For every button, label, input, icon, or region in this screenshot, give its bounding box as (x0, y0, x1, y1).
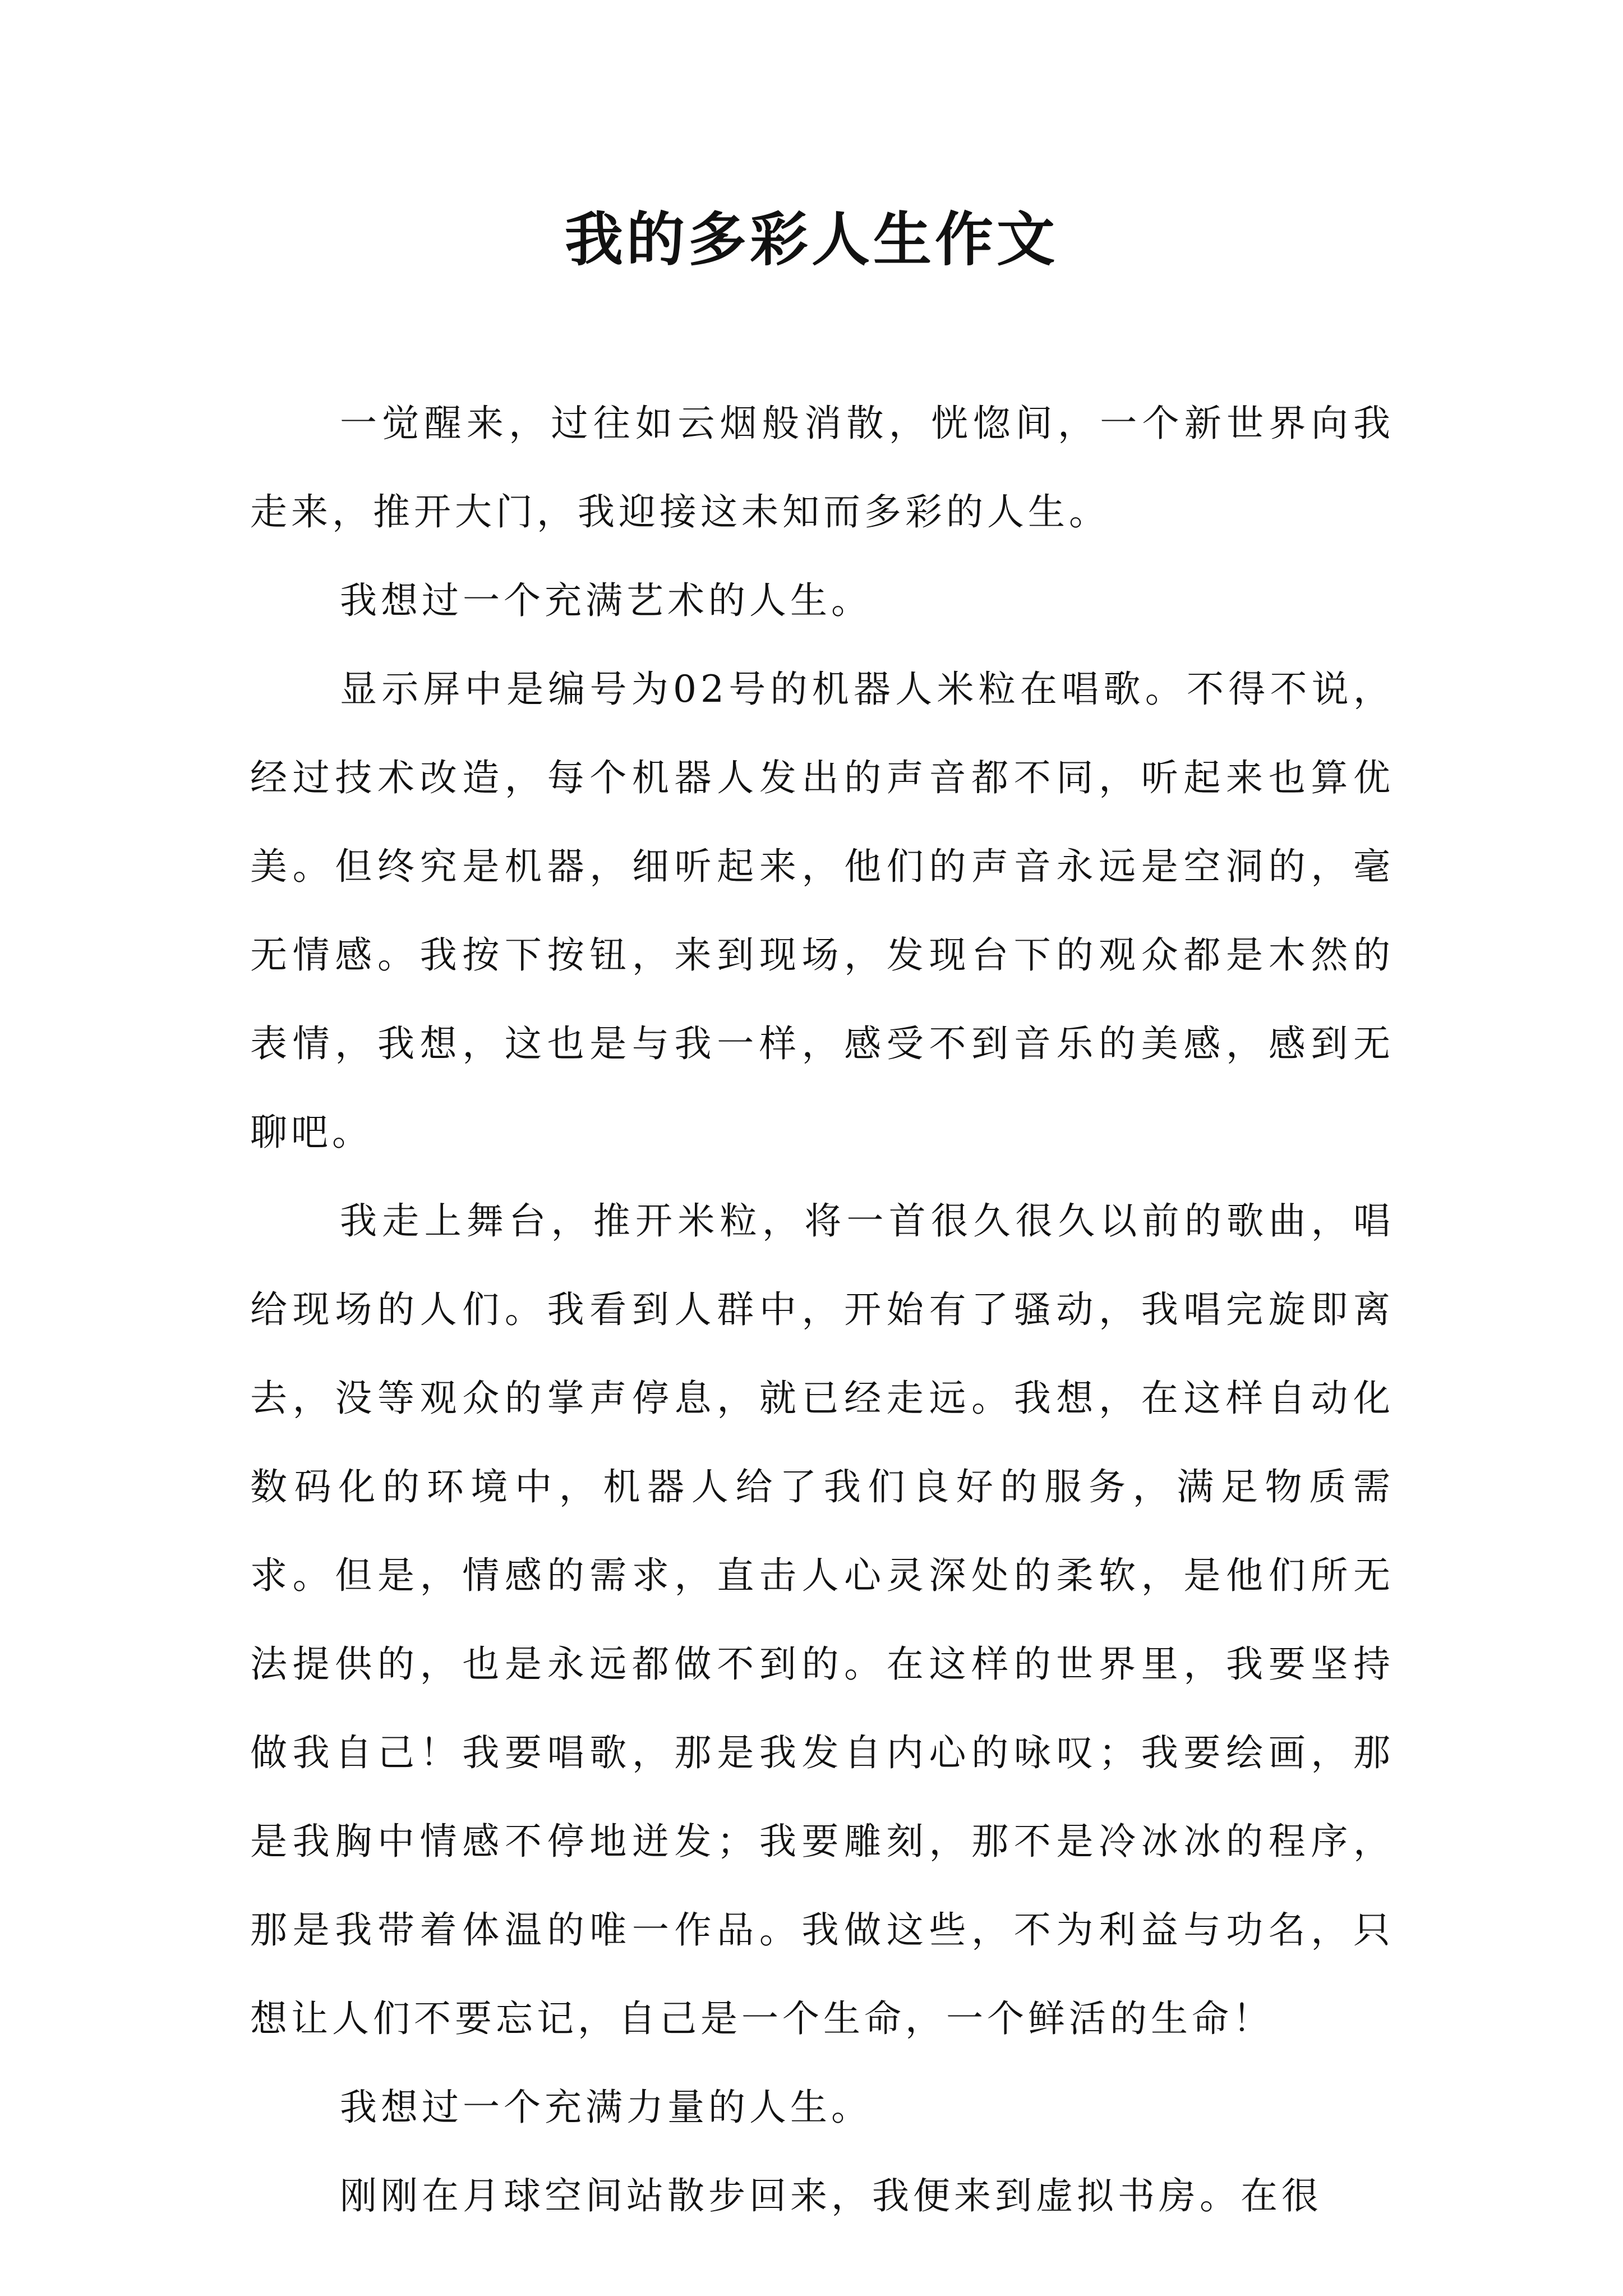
paragraph: 我走上舞台，推开米粒，将一首很久很久以前的歌曲，唱给现场的人们。我看到人群中，开始有了骚动，我唱完旋即离去，没等观众的掌声停息，就已经走远。我想，在这样自动化数码化的环境中，机器人给了我们良好的服务，满足物质需求。但是，情感的需求，直击人心灵深处的柔软，是他们所无法提供的，也是永远都做不到的。在这样的世界里，我要坚持做我自己！我要唱歌，那是我发自内心的咏叹；我要绘画，那是我胸中情感不停地迸发；我要雕刻，那不是冷冰冰的程序，那是我带着体温的唯一作品。我做这些，不为利益与功名，只想让人们不要忘记，自己是一个生命，一个鲜活的生命！ (250, 1199, 1394, 2040)
paragraph: 一觉醒来，过往如云烟般消散，恍惚间，一个新世界向我走来，推开大门，我迎接这未知而多彩的人生。 (250, 402, 1394, 533)
paragraph: 显示屏中是编号为02号的机器人米粒在唱歌。不得不说，经过技术改造，每个机器人发出的声音都不同，听起来也算优美。但终究是机器，细听起来，他们的声音永远是空洞的，毫无情感。我按下按钮，来到现场，发现台下的观众都是木然的表情，我想，这也是与我一样，感受不到音乐的美感，感到无聊吧。 (250, 668, 1394, 1154)
paragraph: 我想过一个充满艺术的人生。 (340, 579, 872, 622)
paragraph: 刚刚在月球空间站散步回来，我便来到虚拟书房。在很 (340, 2174, 1322, 2217)
document-title: 我的多彩人生作文 (564, 205, 1058, 274)
paragraph: 我想过一个充满力量的人生。 (340, 2086, 872, 2129)
document-body (250, 379, 1394, 2240)
